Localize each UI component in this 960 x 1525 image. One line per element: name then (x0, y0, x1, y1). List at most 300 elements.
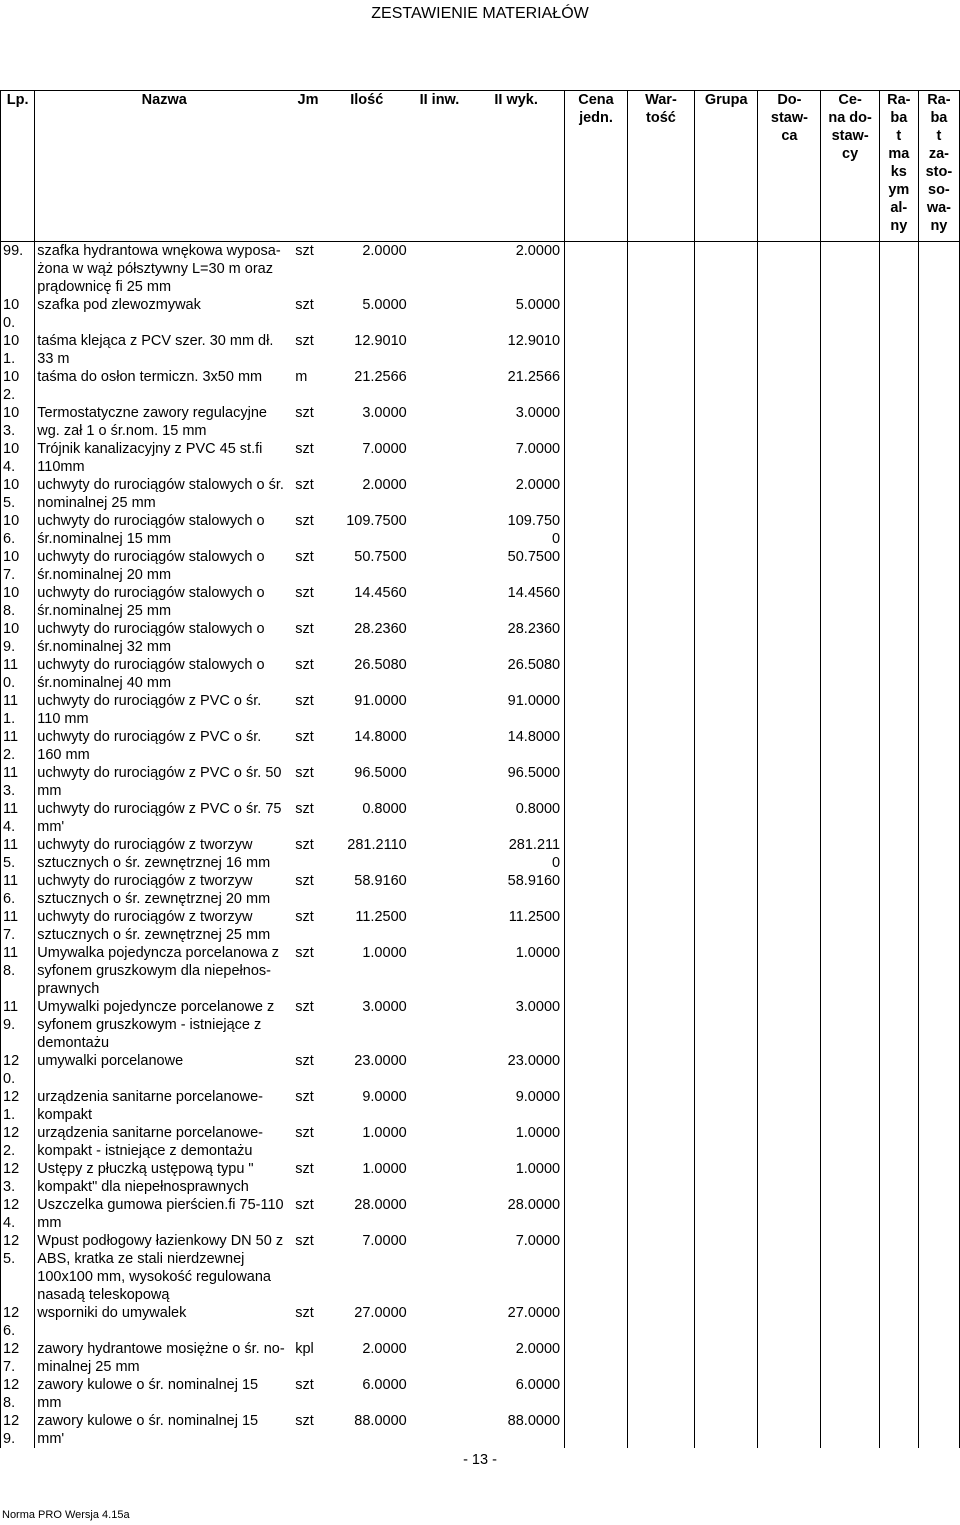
table-row (1, 1376, 960, 1412)
cell-wartosc (627, 764, 694, 800)
cell-cena (565, 1232, 628, 1304)
cell-grupa (694, 1088, 757, 1124)
cell-dostawca (758, 1124, 821, 1160)
cell-cena (565, 728, 628, 764)
cell-cena (565, 476, 628, 512)
cell-ii-wyk: 7.0000 (515, 441, 561, 457)
cell-ilosc: 21.2566 (354, 369, 407, 385)
cell-grupa (694, 404, 757, 440)
cell-grupa (694, 1052, 757, 1088)
cell-rabat-maksymalny (879, 764, 918, 800)
cell-ii-wyk: 50.7500 (507, 549, 561, 565)
cell-rabat-zastosowany (918, 242, 959, 297)
cell-nazwa: uchwyty do rurociągów stalowych o śr.nominalnej 20 mm (35, 548, 293, 584)
cell-rabat-zastosowany (918, 1340, 959, 1376)
cell-cena (565, 404, 628, 440)
cell-rabat-zastosowany (918, 404, 959, 440)
cell-cena-dostawcy (821, 548, 879, 584)
cell-cena (565, 332, 628, 368)
table-row (1, 944, 960, 998)
cell-ilosc: 2.0000 (362, 1341, 407, 1357)
table-row (1, 1160, 960, 1196)
cell-rabat-zastosowany (918, 872, 959, 908)
page-number: - 13 - (463, 1452, 497, 1468)
cell-grupa (694, 692, 757, 728)
cell-wartosc (627, 1232, 694, 1304)
cell-jm: szt (295, 243, 314, 259)
cell-jm: szt (295, 693, 314, 709)
cell-ilosc: 1.0000 (362, 1125, 407, 1141)
cell-rabat-maksymalny (879, 944, 918, 998)
cell-grupa (694, 512, 757, 548)
cell-rabat-maksymalny (879, 404, 918, 440)
cell-ilosc: 96.5000 (354, 765, 407, 781)
table-row (1, 332, 960, 368)
cell-jm: szt (295, 801, 314, 817)
cell-cena-dostawcy (821, 872, 879, 908)
cell-grupa (694, 728, 757, 764)
cell-rabat-zastosowany (918, 620, 959, 656)
cell-cena (565, 1340, 628, 1376)
cell-cena (565, 368, 628, 404)
cell-lp: 10 3. (1, 404, 35, 440)
cell-cena (565, 548, 628, 584)
cell-jm: szt (295, 1053, 314, 1069)
cell-rabat-maksymalny (879, 800, 918, 836)
cell-rabat-zastosowany (918, 1232, 959, 1304)
cell-lp: 11 4. (1, 800, 35, 836)
cell-wartosc (627, 1160, 694, 1196)
cell-ii-inw (411, 1088, 469, 1124)
cell-dostawca (758, 548, 821, 584)
header-dostawca: Do- staw- ca (758, 91, 821, 242)
header-grupa: Grupa (694, 91, 757, 242)
cell-cena (565, 656, 628, 692)
cell-grupa (694, 476, 757, 512)
cell-ilosc: 2.0000 (362, 477, 407, 493)
cell-ii-wyk: 88.0000 (507, 1413, 561, 1429)
table-row (1, 1196, 960, 1232)
cell-rabat-zastosowany (918, 656, 959, 692)
cell-lp: 11 9. (1, 998, 35, 1052)
cell-ii-inw (411, 296, 469, 332)
cell-cena-dostawcy (821, 1412, 879, 1448)
table-body (1, 242, 960, 1449)
cell-cena-dostawcy (821, 1196, 879, 1232)
cell-ilosc: 2.0000 (362, 243, 407, 259)
cell-rabat-zastosowany (918, 476, 959, 512)
cell-grupa (694, 368, 757, 404)
cell-jm: szt (295, 945, 314, 961)
cell-nazwa: Termostatyczne zawory regulacyjne wg. zał 1 o śr.nom. 15 mm (35, 404, 293, 440)
cell-ii-inw (411, 1232, 469, 1304)
cell-ii-wyk: 2.0000 (515, 243, 561, 259)
cell-lp: 99. (1, 242, 35, 297)
cell-nazwa: Umywalka pojedyncza porcelanowa z syfonem gruszkowym dla niepełnos- prawnych (35, 944, 293, 998)
cell-dostawca (758, 368, 821, 404)
cell-ii-inw (411, 1196, 469, 1232)
cell-wartosc (627, 1412, 694, 1448)
cell-dostawca (758, 620, 821, 656)
cell-dostawca (758, 728, 821, 764)
cell-grupa (694, 908, 757, 944)
cell-cena-dostawcy (821, 512, 879, 548)
cell-rabat-zastosowany (918, 548, 959, 584)
cell-jm: szt (295, 297, 314, 313)
cell-ii-wyk: 14.8000 (507, 729, 561, 745)
cell-lp: 11 3. (1, 764, 35, 800)
cell-wartosc (627, 998, 694, 1052)
cell-ii-inw (411, 908, 469, 944)
cell-grupa (694, 548, 757, 584)
cell-ii-wyk: 23.0000 (507, 1053, 561, 1069)
cell-ilosc: 14.8000 (354, 729, 407, 745)
table-row (1, 800, 960, 836)
cell-lp: 12 0. (1, 1052, 35, 1088)
cell-cena-dostawcy (821, 764, 879, 800)
cell-rabat-maksymalny (879, 1232, 918, 1304)
cell-wartosc (627, 872, 694, 908)
cell-ii-wyk: 3.0000 (515, 405, 561, 421)
cell-ii-inw (411, 872, 469, 908)
cell-dostawca (758, 1340, 821, 1376)
table-row (1, 440, 960, 476)
cell-dostawca (758, 1232, 821, 1304)
cell-rabat-zastosowany (918, 1196, 959, 1232)
cell-cena-dostawcy (821, 998, 879, 1052)
cell-lp: 10 9. (1, 620, 35, 656)
table-row (1, 998, 960, 1052)
cell-dostawca (758, 836, 821, 872)
cell-lp: 10 1. (1, 332, 35, 368)
cell-cena (565, 1124, 628, 1160)
cell-ilosc: 3.0000 (362, 405, 407, 421)
cell-rabat-zastosowany (918, 368, 959, 404)
cell-nazwa: wsporniki do umywalek (35, 1304, 293, 1340)
table-row (1, 548, 960, 584)
cell-ilosc: 27.0000 (354, 1305, 407, 1321)
cell-grupa (694, 944, 757, 998)
cell-wartosc (627, 620, 694, 656)
cell-jm: kpl (295, 1341, 314, 1357)
cell-jm: szt (295, 1197, 314, 1213)
table-row (1, 1340, 960, 1376)
cell-ii-inw (411, 1412, 469, 1448)
cell-ilosc: 0.8000 (362, 801, 407, 817)
cell-nazwa: szafka pod zlewozmywak (35, 296, 293, 332)
cell-wartosc (627, 800, 694, 836)
cell-rabat-zastosowany (918, 728, 959, 764)
cell-lp: 10 8. (1, 584, 35, 620)
cell-cena (565, 440, 628, 476)
cell-ii-wyk: 2.0000 (515, 477, 561, 493)
table-row (1, 620, 960, 656)
table-row (1, 404, 960, 440)
cell-cena-dostawcy (821, 1052, 879, 1088)
cell-nazwa: Umywalki pojedyncze porcelanowe z syfonem gruszkowym - istniejące z demontażu (35, 998, 293, 1052)
cell-ii-wyk: 7.0000 (515, 1233, 561, 1249)
cell-ilosc: 26.5080 (354, 657, 407, 673)
cell-ii-inw (411, 1340, 469, 1376)
cell-ii-wyk: 109.750 0 (507, 513, 561, 547)
cell-dostawca (758, 800, 821, 836)
cell-lp: 12 9. (1, 1412, 35, 1448)
cell-rabat-maksymalny (879, 296, 918, 332)
cell-nazwa: taśma klejąca z PCV szer. 30 mm dł. 33 m (35, 332, 293, 368)
cell-dostawca (758, 692, 821, 728)
header-rabat-maksymalny: Ra- ba t ma ks ym al- ny (879, 91, 918, 242)
cell-grupa (694, 656, 757, 692)
cell-wartosc (627, 1088, 694, 1124)
cell-lp: 12 8. (1, 1376, 35, 1412)
cell-cena-dostawcy (821, 800, 879, 836)
cell-ilosc: 28.0000 (354, 1197, 407, 1213)
cell-ii-inw (411, 476, 469, 512)
cell-dostawca (758, 1304, 821, 1340)
cell-wartosc (627, 476, 694, 512)
cell-cena (565, 242, 628, 297)
cell-cena-dostawcy (821, 1376, 879, 1412)
page-title: ZESTAWIENIE MATERIAŁÓW (371, 5, 589, 22)
cell-cena (565, 908, 628, 944)
cell-rabat-maksymalny (879, 908, 918, 944)
cell-dostawca (758, 404, 821, 440)
cell-cena-dostawcy (821, 944, 879, 998)
cell-cena-dostawcy (821, 1088, 879, 1124)
cell-ii-wyk: 28.2360 (507, 621, 561, 637)
cell-wartosc (627, 296, 694, 332)
header-ilosc: Ilość (323, 91, 411, 242)
cell-grupa (694, 1304, 757, 1340)
cell-rabat-maksymalny (879, 872, 918, 908)
cell-grupa (694, 242, 757, 297)
cell-cena-dostawcy (821, 1160, 879, 1196)
cell-cena-dostawcy (821, 1124, 879, 1160)
cell-cena-dostawcy (821, 1304, 879, 1340)
table-row (1, 1232, 960, 1304)
cell-cena-dostawcy (821, 620, 879, 656)
cell-ilosc: 14.4560 (354, 585, 407, 601)
cell-cena-dostawcy (821, 584, 879, 620)
cell-wartosc (627, 908, 694, 944)
cell-ilosc: 58.9160 (354, 873, 407, 889)
cell-dostawca (758, 1412, 821, 1448)
cell-nazwa: uchwyty do rurociągów z tworzyw sztucznych o śr. zewnętrznej 16 mm (35, 836, 293, 872)
cell-nazwa: uchwyty do rurociągów z PVC o śr. 50 mm (35, 764, 293, 800)
cell-ii-inw (411, 836, 469, 872)
table-row (1, 692, 960, 728)
cell-ilosc: 7.0000 (362, 441, 407, 457)
cell-ilosc: 28.2360 (354, 621, 407, 637)
cell-ilosc: 50.7500 (354, 549, 407, 565)
cell-nazwa: uchwyty do rurociągów z PVC o śr. 75 mm' (35, 800, 293, 836)
cell-lp: 12 7. (1, 1340, 35, 1376)
cell-wartosc (627, 656, 694, 692)
cell-wartosc (627, 692, 694, 728)
cell-rabat-zastosowany (918, 908, 959, 944)
cell-ilosc: 6.0000 (362, 1377, 407, 1393)
cell-ii-wyk: 6.0000 (515, 1377, 561, 1393)
cell-rabat-maksymalny (879, 1088, 918, 1124)
cell-wartosc (627, 1124, 694, 1160)
cell-ilosc: 23.0000 (354, 1053, 407, 1069)
cell-cena-dostawcy (821, 656, 879, 692)
cell-wartosc (627, 1304, 694, 1340)
cell-wartosc (627, 242, 694, 297)
cell-lp: 11 7. (1, 908, 35, 944)
cell-cena-dostawcy (821, 836, 879, 872)
cell-rabat-zastosowany (918, 332, 959, 368)
cell-lp: 10 0. (1, 296, 35, 332)
cell-ii-wyk: 21.2566 (507, 369, 561, 385)
table-row (1, 1052, 960, 1088)
cell-ii-inw (411, 998, 469, 1052)
cell-ilosc: 11.2500 (355, 909, 407, 925)
cell-rabat-zastosowany (918, 512, 959, 548)
cell-ii-inw (411, 548, 469, 584)
cell-cena (565, 944, 628, 998)
cell-rabat-maksymalny (879, 692, 918, 728)
cell-cena (565, 296, 628, 332)
cell-grupa (694, 1124, 757, 1160)
cell-lp: 12 2. (1, 1124, 35, 1160)
table-row (1, 656, 960, 692)
header-lp: Lp. (1, 91, 35, 242)
cell-grupa (694, 1376, 757, 1412)
cell-ii-inw (411, 1052, 469, 1088)
table-row (1, 836, 960, 872)
cell-nazwa: uchwyty do rurociągów stalowych o śr.nominalnej 25 mm (35, 584, 293, 620)
table-row (1, 764, 960, 800)
cell-dostawca (758, 998, 821, 1052)
cell-ii-inw (411, 944, 469, 998)
cell-nazwa: Uszczelka gumowa pierścien.fi 75-110 mm (35, 1196, 293, 1232)
cell-rabat-zastosowany (918, 1160, 959, 1196)
cell-ii-inw (411, 692, 469, 728)
cell-rabat-maksymalny (879, 1412, 918, 1448)
cell-cena-dostawcy (821, 296, 879, 332)
cell-jm: szt (295, 1305, 314, 1321)
table-row (1, 368, 960, 404)
cell-cena-dostawcy (821, 1340, 879, 1376)
cell-wartosc (627, 728, 694, 764)
cell-cena (565, 584, 628, 620)
header-rabat-zastosowany: Ra- ba t za- sto- so- wa- ny (918, 91, 959, 242)
cell-cena-dostawcy (821, 728, 879, 764)
cell-rabat-maksymalny (879, 1124, 918, 1160)
cell-ii-wyk: 91.0000 (507, 693, 561, 709)
cell-dostawca (758, 242, 821, 297)
cell-ii-wyk: 27.0000 (507, 1305, 561, 1321)
table-row (1, 296, 960, 332)
cell-nazwa: Ustępy z płuczką ustępową typu " kompakt" dla niepełnosprawnych (35, 1160, 293, 1196)
cell-nazwa: zawory hydrantowe mosiężne o śr. no- minalnej 25 mm (35, 1340, 293, 1376)
cell-rabat-maksymalny (879, 242, 918, 297)
cell-cena-dostawcy (821, 368, 879, 404)
cell-dostawca (758, 1196, 821, 1232)
cell-jm: szt (295, 621, 314, 637)
cell-ilosc: 3.0000 (362, 999, 407, 1015)
cell-dostawca (758, 1052, 821, 1088)
cell-rabat-maksymalny (879, 1052, 918, 1088)
cell-cena-dostawcy (821, 476, 879, 512)
cell-ii-inw (411, 728, 469, 764)
cell-wartosc (627, 584, 694, 620)
cell-rabat-maksymalny (879, 476, 918, 512)
cell-rabat-zastosowany (918, 584, 959, 620)
cell-cena (565, 620, 628, 656)
cell-nazwa: umywalki porcelanowe (35, 1052, 293, 1088)
cell-rabat-zastosowany (918, 296, 959, 332)
cell-ilosc: 9.0000 (362, 1089, 407, 1105)
cell-ii-wyk: 58.9160 (507, 873, 561, 889)
cell-ii-wyk: 0.8000 (515, 801, 561, 817)
cell-ii-wyk: 2.0000 (515, 1341, 561, 1357)
cell-rabat-maksymalny (879, 1340, 918, 1376)
table-row (1, 908, 960, 944)
cell-ii-inw (411, 800, 469, 836)
cell-rabat-maksymalny (879, 548, 918, 584)
cell-ii-wyk: 9.0000 (515, 1089, 561, 1105)
table-row (1, 242, 960, 297)
cell-nazwa: zawory kulowe o śr. nominalnej 15 mm (35, 1376, 293, 1412)
table-row (1, 872, 960, 908)
cell-rabat-maksymalny (879, 998, 918, 1052)
cell-dostawca (758, 512, 821, 548)
cell-jm: szt (295, 765, 314, 781)
cell-cena (565, 998, 628, 1052)
cell-ii-inw (411, 656, 469, 692)
cell-lp: 12 6. (1, 1304, 35, 1340)
cell-ii-inw (411, 404, 469, 440)
table-row (1, 512, 960, 548)
cell-rabat-zastosowany (918, 1124, 959, 1160)
cell-lp: 11 1. (1, 692, 35, 728)
cell-nazwa: zawory kulowe o śr. nominalnej 15 mm' (35, 1412, 293, 1448)
cell-rabat-zastosowany (918, 764, 959, 800)
cell-wartosc (627, 1196, 694, 1232)
cell-ii-inw (411, 764, 469, 800)
cell-lp: 12 5. (1, 1232, 35, 1304)
cell-rabat-zastosowany (918, 998, 959, 1052)
cell-rabat-maksymalny (879, 512, 918, 548)
cell-rabat-zastosowany (918, 440, 959, 476)
header-cena: Cena jedn. (565, 91, 628, 242)
cell-lp: 10 2. (1, 368, 35, 404)
cell-lp: 11 8. (1, 944, 35, 998)
cell-ii-inw (411, 1304, 469, 1340)
cell-cena-dostawcy (821, 908, 879, 944)
cell-ii-inw (411, 332, 469, 368)
cell-ii-inw (411, 512, 469, 548)
cell-jm: szt (295, 585, 314, 601)
cell-cena-dostawcy (821, 440, 879, 476)
cell-nazwa: uchwyty do rurociągów stalowych o śr. nominalnej 25 mm (35, 476, 293, 512)
table-row (1, 1124, 960, 1160)
cell-rabat-maksymalny (879, 584, 918, 620)
table-row (1, 1412, 960, 1448)
cell-rabat-zastosowany (918, 1052, 959, 1088)
table-row (1, 476, 960, 512)
cell-ii-inw (411, 1124, 469, 1160)
cell-jm: szt (295, 441, 314, 457)
cell-rabat-maksymalny (879, 656, 918, 692)
cell-ii-wyk: 96.5000 (507, 765, 561, 781)
cell-ilosc: 5.0000 (362, 297, 407, 313)
cell-rabat-maksymalny (879, 1196, 918, 1232)
cell-nazwa: Wpust podłogowy łazienkowy DN 50 z ABS, kratka ze stali nierdzewnej 100x100 mm, wysokość regulowana nasadą teleskopową (35, 1232, 293, 1304)
cell-jm: szt (295, 729, 314, 745)
